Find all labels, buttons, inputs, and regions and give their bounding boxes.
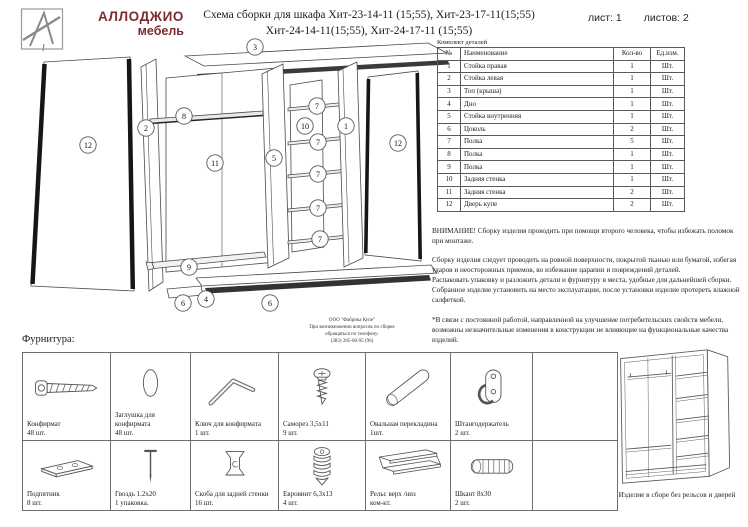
table-cell: 6 (438, 123, 461, 136)
part-callout (310, 166, 326, 182)
table-row (438, 173, 685, 186)
table-cell: 1 (614, 73, 651, 86)
part-callout-number: 11 (211, 158, 219, 168)
hardware-item (111, 353, 191, 441)
table-cell: Шт. (651, 136, 685, 149)
wardrobe-front (621, 350, 710, 483)
hardware-item-name: Саморез 3,5х11 (283, 419, 329, 428)
note-paragraph: Сборку изделия следует проводить на ровной поверхности, покрытой тканью или бумагой, избегая ударов и неосторожных приемов, во избежание царапин и повреждений деталей. (432, 256, 737, 275)
part-callout-number: 8 (182, 111, 186, 121)
parts-table-header-row (438, 48, 685, 61)
table-cell: 8 (438, 148, 461, 161)
table-cell: 1 (614, 148, 651, 161)
note-paragraph: Распаковать упаковку и разложить детали и фурнитуру в места, удобные для дальнейшей сборки. (432, 276, 732, 285)
page-title-line1: Схема сборки для шкафа Хит-23-14-11 (15;55), Хит-23-17-11(15;55) (203, 9, 535, 21)
table-cell: Шт. (651, 173, 685, 186)
sheet-info (588, 12, 689, 24)
table-row (438, 60, 685, 73)
part-callout (262, 295, 278, 311)
part-callout (297, 118, 313, 134)
factory-note-line: обращаться по телефону: (325, 332, 379, 337)
table-cell: Дверь купе (461, 199, 614, 212)
brand-name: АЛЛОДЖИО (97, 9, 184, 24)
part-callout-number: 7 (316, 169, 320, 179)
table-row (438, 123, 685, 136)
hardware-item-name: Евровинт 6,3х13 (283, 489, 333, 498)
table-cell: Шт. (651, 161, 685, 174)
table-cell: 12 (438, 199, 461, 212)
part-callout (247, 39, 263, 55)
part-callout-number: 6 (268, 298, 272, 308)
table-cell: Полка (461, 148, 614, 161)
assembly-notes (432, 226, 744, 345)
exploded-assembly-diagram (10, 38, 470, 350)
hardware-item (451, 353, 533, 441)
hardware-item-name: Рельс верх /низ (370, 489, 416, 498)
hardware-item (451, 441, 533, 511)
table-cell: Стойка правая (461, 60, 614, 73)
hardware-item-qty: 48 шт. (115, 428, 134, 437)
foot-pad-icon (27, 444, 106, 490)
table-cell: Стойка внутренняя (461, 110, 614, 123)
part-callout (390, 135, 406, 151)
table-cell: 1 (438, 60, 461, 73)
hardware-item (111, 441, 191, 511)
hardware-item-name: Овальная перекладина (370, 419, 438, 428)
hardware-item (23, 353, 111, 441)
part-callout (175, 295, 191, 311)
table-cell: 9 (438, 161, 461, 174)
table-cell: Дно (461, 98, 614, 111)
factory-name: ООО "Фабрика Купе" (328, 318, 376, 323)
part-callout (338, 118, 354, 134)
dowel-icon (455, 444, 528, 490)
factory-contact-note (290, 317, 414, 345)
table-cell: Шт. (651, 186, 685, 199)
part-callout (310, 134, 326, 150)
table-row (438, 199, 685, 212)
hardware-grid (22, 352, 618, 511)
part-callout-number: 10 (301, 121, 309, 131)
parts-column-header: Ед.изм. (651, 48, 685, 61)
factory-note-line: При возникновении вопросов по сборке (309, 325, 395, 330)
table-row (438, 73, 685, 86)
table-cell: Шт. (651, 85, 685, 98)
hardware-item-name: Подпятник (27, 489, 60, 498)
table-row (438, 98, 685, 111)
hardware-item (366, 441, 451, 511)
hardware-item-qty: 2 шт. (455, 428, 470, 437)
assembled-wardrobe-drawing (612, 344, 746, 490)
hardware-item (23, 441, 111, 511)
part-callout-number: 1 (344, 121, 348, 131)
table-cell: Шт. (651, 123, 685, 136)
parts-column-header: Кол-во (614, 48, 651, 61)
table-cell: 1 (614, 110, 651, 123)
table-cell: Цоколь (461, 123, 614, 136)
part-callout (310, 200, 326, 216)
table-cell: 11 (438, 186, 461, 199)
table-cell: Шт. (651, 73, 685, 86)
part-callout (138, 120, 154, 136)
hardware-item-name: Конфирмат (27, 419, 61, 428)
part-callout-number: 4 (204, 294, 208, 304)
left-side-panel (141, 59, 163, 291)
parts-column-header: Наименование (461, 48, 614, 61)
table-cell: 1 (614, 161, 651, 174)
hardware-item (366, 353, 451, 441)
part-callout-number: 12 (84, 140, 92, 150)
table-row (438, 85, 685, 98)
table-cell: Стойка левая (461, 73, 614, 86)
hardware-item (279, 353, 366, 441)
part-callout-number: 7 (318, 234, 322, 244)
table-cell: 2 (438, 73, 461, 86)
brand-subtitle: мебель (137, 23, 184, 38)
table-cell: 4 (438, 98, 461, 111)
part-callout-number: 7 (315, 101, 319, 111)
table-cell: Шт. (651, 199, 685, 212)
hardware-empty-cell (533, 353, 618, 441)
table-cell: Полка (461, 136, 614, 149)
sheets-total: листов: 2 (643, 12, 689, 24)
part-callout (198, 291, 214, 307)
table-cell: 1 (614, 85, 651, 98)
table-cell: 1 (614, 60, 651, 73)
table-cell: Шт. (651, 98, 685, 111)
hardware-item-name: Штангодержатель (455, 419, 509, 428)
table-cell: 2 (614, 186, 651, 199)
back-wall-bracket-icon (195, 444, 274, 490)
large-back-panel (166, 68, 277, 272)
brand-logo-text (84, 10, 184, 38)
wardrobe-side (707, 350, 729, 477)
hardware-item-qty: 4 шт. (283, 498, 298, 507)
hardware-item-name: Скоба для задней стенки (195, 489, 269, 498)
table-cell: 5 (438, 110, 461, 123)
part-callout-number: 6 (181, 298, 185, 308)
hardware-item-qty: 2 шт. (455, 498, 470, 507)
hardware-item-name: Гвоздь 1.2х20 (115, 489, 156, 498)
hardware-item-qty: 1 упаковка. (115, 498, 149, 507)
note-paragraph: Собранное изделие установить на место эксплуатации, после установки изделие протереть влажной салфеткой. (432, 286, 740, 305)
parts-column-header: № (438, 48, 461, 61)
part-callout (80, 137, 96, 153)
part-callout (266, 150, 282, 166)
table-cell: Топ (крыша) (461, 85, 614, 98)
table-cell: Шт. (651, 148, 685, 161)
page-title (178, 8, 560, 39)
part-callout-number: 9 (187, 262, 191, 272)
parts-table-caption: Комплект деталей (437, 39, 488, 46)
hardware-item-qty: 9 шт. (283, 428, 298, 437)
nail-icon (115, 444, 186, 490)
table-cell: 1 (614, 98, 651, 111)
warning-text: ВНИМАНИЕ! Сборку изделия проводить при помощи второго человека, чтобы избежать поломок при монтаже. (432, 227, 734, 246)
hardware-item (279, 441, 366, 511)
hardware-item-qty: 1 шт. (195, 428, 210, 437)
table-cell: Шт. (651, 110, 685, 123)
part-callout (309, 98, 325, 114)
hardware-item-qty: 1шт. (370, 428, 384, 437)
table-cell: 5 (614, 136, 651, 149)
oval-rod-icon (370, 356, 446, 420)
hardware-section-title: Фурнитура: (22, 334, 75, 345)
part-callout-number: 2 (144, 123, 148, 133)
table-cell: 1 (614, 173, 651, 186)
part-callout (176, 108, 192, 124)
hardware-item-qty: 48 шт. (27, 428, 46, 437)
part-callout-number: 12 (394, 138, 402, 148)
page-title-line2: Хит-24-14-11(15;55), Хит-24-17-11 (15;55) (265, 24, 473, 37)
assembled-view-caption: Изделие в сборе без рельсов и дверей (618, 490, 736, 499)
hardware-item (191, 353, 279, 441)
hardware-item-qty: 16 шт. (195, 498, 214, 507)
table-row (438, 136, 685, 149)
table-row (438, 148, 685, 161)
hardware-empty-cell (533, 441, 618, 511)
self-tapping-screw-icon (283, 356, 361, 420)
parts-table-body (438, 60, 685, 211)
hardware-item-name: Шкант 8х30 (455, 489, 492, 498)
table-row (438, 186, 685, 199)
euro-screw-icon (283, 444, 361, 490)
sheet-number: лист: 1 (588, 12, 622, 24)
right-door-panel (365, 71, 421, 261)
table-cell: 2 (614, 123, 651, 136)
hardware-item-name: Заглушка для конфирмата (115, 410, 155, 428)
hardware-item-name: Ключ для конфирмата (195, 419, 261, 428)
confirmat-screw-icon (27, 356, 106, 420)
parts-table (437, 47, 685, 212)
hardware-item-qty: 8 шт. (27, 498, 42, 507)
table-cell: Полка (461, 161, 614, 174)
part-callout (207, 155, 223, 171)
table-row (438, 161, 685, 174)
part-callout-number: 7 (316, 203, 320, 213)
part-callout (312, 231, 328, 247)
table-cell: 10 (438, 173, 461, 186)
hex-key-icon (195, 356, 274, 420)
table-cell: Задняя стенка (461, 186, 614, 199)
left-door-panel (31, 57, 134, 291)
table-cell: Шт. (651, 60, 685, 73)
part-callout-number: 3 (253, 42, 257, 52)
table-row (438, 110, 685, 123)
part-callout-number: 5 (272, 153, 276, 163)
table-cell: 7 (438, 136, 461, 149)
table-cell: 3 (438, 85, 461, 98)
factory-phone: (383) 285-00-95 (96) (330, 339, 374, 344)
table-cell: 2 (614, 199, 651, 212)
hardware-item-qty: ком-кт. (370, 498, 391, 507)
table-cell: Задняя стенка (461, 173, 614, 186)
rod-holder-icon (455, 356, 528, 420)
disclaimer-text: *В связи с постоянной работой, направленной на улучшение потребительских свойств мебели, возможны незначительные изменения в конструкции не влияющие на функциональные качества изделий. (432, 315, 729, 344)
confirmat-cap-icon (115, 356, 186, 411)
part-callout (181, 259, 197, 275)
part-callout-number: 7 (316, 137, 320, 147)
rail-icon (370, 444, 446, 490)
hardware-item (191, 441, 279, 511)
